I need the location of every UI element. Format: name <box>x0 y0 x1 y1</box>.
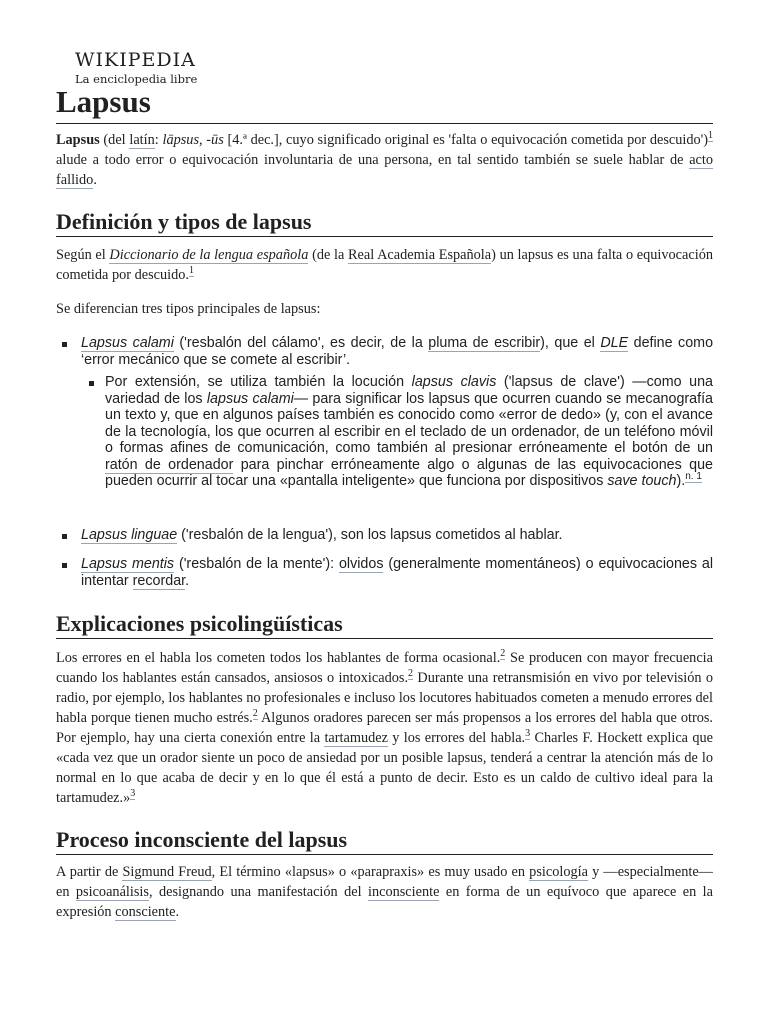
link-acto-fallido[interactable]: acto fallido <box>56 152 713 188</box>
ref-1[interactable]: 1 <box>708 130 714 142</box>
list-item-clavis <box>56 374 713 490</box>
intro-term: Lapsus <box>56 132 100 148</box>
list-text: ('resbalón de la mente'): <box>174 556 339 572</box>
intro-paragraph <box>56 130 713 190</box>
link-raton[interactable]: ratón de ordenador <box>105 456 234 473</box>
ref-3[interactable]: 3 <box>525 728 531 740</box>
heading-psicolinguistica: Explicaciones psicolingüísticas <box>56 610 713 639</box>
list-text: Por extensión, se utiliza también la locución <box>105 374 412 390</box>
link-psicoanalisis[interactable]: psicoanálisis <box>75 884 149 900</box>
list-item-calami <box>56 335 713 490</box>
term-lapsus-calami: lapsus calami <box>206 390 294 407</box>
list-text: — para significar los lapsus que ocurren cuando se mecanografía un texto y, que en algunos países también es conocido como «error de dedo» (y, con el avance de la tecnología, los que ocurren al escribir en el teclado de un ordenador, de un teléfono móvil o formas afines de comunicación, como también al presionar erróneamente el botón de un <box>105 390 713 456</box>
list-text: ('resbalón de la lengua'), son los lapsus cometidos al hablar. <box>177 527 563 543</box>
list-item-mentis <box>56 556 713 589</box>
link-pluma[interactable]: pluma de escribir <box>428 335 541 351</box>
list-text: define como ‘error mecánico que se comete al escribir’. <box>81 335 714 368</box>
intro-text: alude a todo error o equivocación involuntaria de una persona, en tal sentido también se suele hablar de <box>56 152 690 168</box>
inc-text: , El término «lapsus» o «parapraxis» es muy usado en <box>211 864 530 880</box>
link-consciente[interactable]: consciente <box>115 904 176 920</box>
list-text: (generalmente momentáneos) o equivocaciones al intentar <box>81 556 713 589</box>
heading-definicion: Definición y tipos de lapsus <box>56 208 713 237</box>
page-title: Lapsus <box>56 83 713 124</box>
psy-text: y los errores del habla. <box>387 730 526 746</box>
ref-2[interactable]: 2 <box>252 708 258 720</box>
ref-2[interactable]: 2 <box>408 668 414 680</box>
intro-text: . <box>93 172 97 188</box>
list-item-mentis-wrap <box>56 556 713 589</box>
link-latin[interactable]: latín <box>129 132 155 148</box>
lapsus-types-list <box>56 335 713 490</box>
ref-1[interactable]: 1 <box>189 265 195 277</box>
inc-paragraph <box>56 862 713 922</box>
list-text: ('resbalón del cálamo', es decir, de la <box>173 335 429 351</box>
term-lapsus-clavis: lapsus clavis <box>411 374 497 390</box>
psy-text: Los errores en el habla los cometen todos los hablantes de forma ocasional. <box>56 650 501 666</box>
inc-text: y —especialmente— en <box>56 864 713 900</box>
link-inconsciente[interactable]: inconsciente <box>367 884 440 900</box>
psy-text: Se producen con mayor frecuencia cuando los hablantes están cansados, ansiosos o intoxicados. <box>56 650 713 686</box>
list-text: . <box>185 572 190 589</box>
def-paragraph-1 <box>56 245 713 285</box>
list-text: para pinchar erróneamente algo o algunas de las equivocaciones que pueden ocurrir al tocar una «pantalla inteligente» que funciona por dispositivos <box>105 456 713 489</box>
link-recordar[interactable]: recordar <box>132 572 186 589</box>
list-item-linguae <box>56 527 713 544</box>
link-lapsus-calami[interactable]: Lapsus calami <box>81 335 174 351</box>
intro-text: : <box>154 132 163 148</box>
inc-text: en forma de un equívoco que aparece en la expresión <box>56 884 713 920</box>
link-lapsus-mentis[interactable]: Lapsus mentis <box>81 556 175 572</box>
list-text: ). <box>676 473 686 489</box>
logo-tagline: La enciclopedia libre <box>75 72 198 86</box>
intro-etymology: lāpsus, -ūs <box>162 132 224 148</box>
intro-text: (del <box>99 132 130 148</box>
def-text: ) un lapsus es una falta o equivocación cometida por descuido. <box>56 247 713 283</box>
link-psicologia[interactable]: psicología <box>529 864 588 880</box>
list-text: ), que el <box>540 335 601 351</box>
list-item-linguae-wrap <box>56 527 713 544</box>
def-paragraph-2: Se diferencian tres tipos principales de lapsus: <box>56 301 321 317</box>
psy-text: Algunos oradores parecen ser más propensos a los errores del habla que otros. Por ejemplo, hay una cierta conexión entre la <box>56 710 713 746</box>
wikipedia-logo[interactable] <box>75 49 205 86</box>
psy-text: Durante una retransmisión en vivo por televisión o radio, por ejemplo, los hablantes no profesionales e incluso los locutores habituados cometen a menudo errores del habla porque tienen mucho estrés. <box>56 670 714 726</box>
inc-text: A partir de <box>56 864 123 880</box>
heading-inconsciente: Proceso inconsciente del lapsus <box>56 826 713 855</box>
link-lapsus-linguae[interactable]: Lapsus linguae <box>81 527 178 543</box>
inc-text: . <box>175 904 180 920</box>
intro-text: [4.ª dec.], cuyo significado original es 'falta o equivocación cometida por descuido') <box>223 132 709 148</box>
note-n1[interactable]: n. 1 <box>685 471 702 483</box>
link-rae[interactable]: Real Academia Española <box>348 247 492 263</box>
link-tartamudez[interactable]: tartamudez <box>324 730 388 746</box>
inc-text: , designando una manifestación del <box>148 884 368 900</box>
link-olvidos[interactable]: olvidos <box>338 556 384 572</box>
psy-text: Charles F. Hockett explica que «cada vez que un orador siente un poco de ansiedad por un posible lapsus, tenderá a centrar la atención más de lo normal en lo que acaba de decir y en lo que él está a punto de decir. Esto es un caldo de cultivo ideal para la tartamudez.» <box>56 730 713 806</box>
term-save-touch: save touch <box>607 473 677 489</box>
list-text: ('lapsus de clave') —como una variedad de los <box>105 374 713 407</box>
link-freud[interactable]: Sigmund Freud <box>122 864 212 880</box>
link-dle[interactable]: DLE <box>600 335 629 351</box>
def-text: Según el <box>56 247 110 263</box>
psy-paragraph <box>56 648 713 808</box>
ref-2[interactable]: 2 <box>500 648 506 660</box>
link-diccionario[interactable]: Diccionario de la lengua española <box>109 247 309 263</box>
logo-wordmark: WIKIPEDIA <box>75 49 196 71</box>
def-text: (de la <box>308 247 348 263</box>
ref-3[interactable]: 3 <box>130 788 136 800</box>
